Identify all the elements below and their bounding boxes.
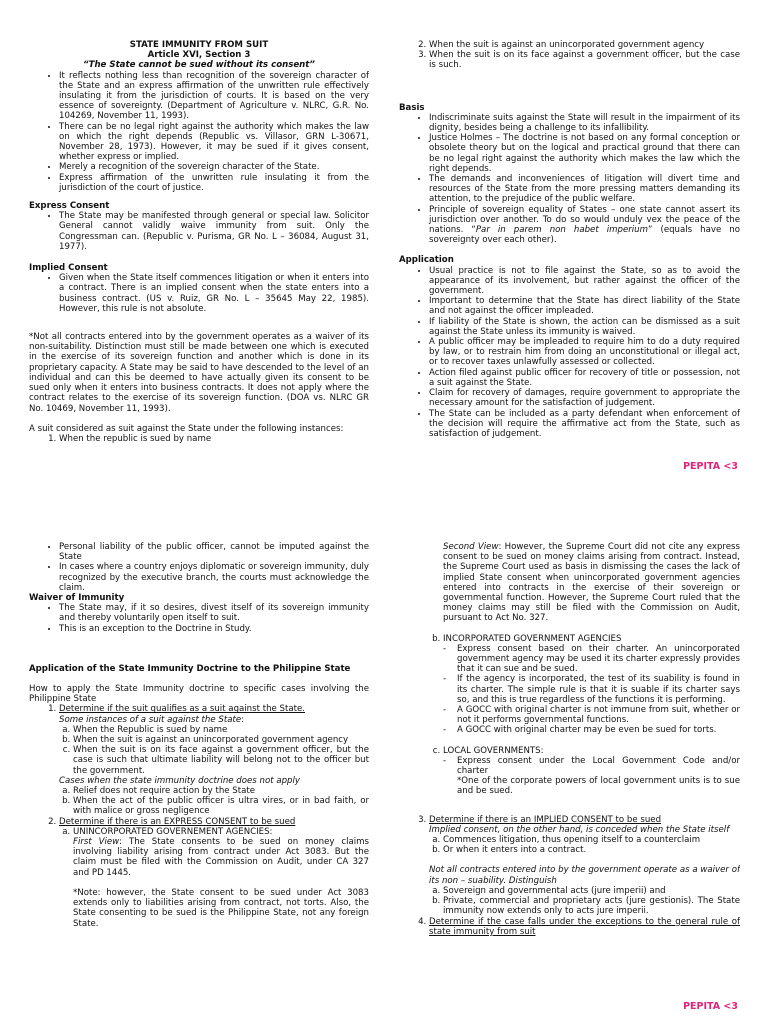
list-item: • If liability of the State is shown, the action can be dismissed as a suit against the State unless its immunity is waived. xyxy=(429,317,740,337)
list-item xyxy=(429,205,740,246)
list-item xyxy=(73,827,369,929)
list-item: a. When the Republic is sued by name xyxy=(73,725,369,735)
list-item: • Personal liability of the public officer, cannot be imputed against the State xyxy=(59,542,369,562)
list-item: • Express affirmation of the unwritten rule insulating it from the jurisdiction of the court of justice. xyxy=(59,173,369,193)
implied-consent-list xyxy=(429,835,740,855)
list-item: • A public officer may be impleaded to require him to do a duty required by law, or to restrain him from doing an unconstitutional or illegal act, or to recover taxes unlawfully assessed or collected. xyxy=(429,337,740,368)
application-list xyxy=(399,266,740,439)
suit-instances-list xyxy=(29,434,369,444)
express-consent-sublist xyxy=(59,827,369,929)
page-footer: PEPITA <3 xyxy=(683,1001,738,1012)
exceptions-list xyxy=(59,786,369,817)
suit-instances-intro: A suit considered as suit against the State under the following instances: xyxy=(29,423,344,434)
list-item: • The demands and inconveniences of litigation will divert time and resources of the State from the more pressing matters demanding its attention, to the prejudice of the public welfare. xyxy=(429,174,740,205)
list-item: • There can be no legal right against the authority which makes the law on which the right depends (Republic vs. Villasor, GRN L-30671, November 28, 1973). However, it may be sued if it gives consent, whether express or implied. xyxy=(59,122,369,163)
list-item: • It reflects nothing less than recognition of the sovereign character of the State and an express affirmation of the unwritten rule effectively insulating it from the jurisdiction of courts. It is based on the very essence of sovereignty. (Department of Agriculture v. NLRC, G.R. No. 104269, November 11, 1993). xyxy=(59,71,369,122)
step-title: Determine if there is an EXPRESS CONSENT to be sued xyxy=(59,816,296,827)
list-item: • Action filed against public officer for recovery of title or possession, not a suit against the State. xyxy=(429,368,740,388)
incorporated-list xyxy=(399,644,740,736)
list-item: - A GOCC with original charter is not immune from suit, whether or not it performs governmental functions. xyxy=(457,705,740,725)
implied-consent-list xyxy=(29,273,369,314)
list-item: • The State may, if it so desires, divest itself of its sovereign immunity and thereby voluntarily open itself to suit. xyxy=(59,603,369,623)
list-item: b. When the act of the public officer is ultra vires, or in bad faith, or with malice or gross negligence xyxy=(73,796,369,816)
list-item: c. When the suit is on its face against a government officer, but the case is such that ultimate liability will belong not to the officer but the government. xyxy=(73,745,369,776)
suit-instances-list-continued xyxy=(399,40,740,71)
basis-text: ” (equals have no sovereignty over each other). xyxy=(429,225,740,246)
list-item: • Merely a recognition of the sovereign character of the State. xyxy=(59,162,369,172)
article-reference: Article XVI, Section 3 xyxy=(147,50,251,61)
subsection-title: INCORPORATED GOVERNMENT AGENCIES xyxy=(443,633,622,644)
list-item: - A GOCC with original charter may be even be sued for torts. xyxy=(457,725,740,735)
step-title: Determine if there is an IMPLIED CONSENT to be sued xyxy=(429,814,662,825)
list-item: 3. When the suit is on its face against a government officer, but the case is such. xyxy=(429,50,740,70)
note-text: *Note: however, the State consent to be sued under Act 3083 extends only to liabilities arising from contract, not torts. Also, the State consenting to be sued is the Philippine State, not any foreign State. xyxy=(73,887,369,929)
express-consent-sublist-continued xyxy=(399,634,740,644)
contracts-note: *Not all contracts entered into by the government operates as a waiver of its non-suitability. Distinction must still be made between one which is executed in the exercise of its sovereign function and another which is done in its proprietary capacity. A State may be said to have descended to the level of an individual and can this be deemed to have actually given its consent to be sued only when it enters into business contracts. It does not apply where the contract relates to the exercise of its sovereign function. (DOA vs. NLRC GR No. 10469, November 11, 1993). xyxy=(29,332,369,414)
step-subtitle: Cases when the state immunity doctrine does not apply xyxy=(59,775,300,786)
list-item: b. Or when it enters into a contract. xyxy=(443,845,740,855)
list-item: • Usual practice is not to file against the State, so as to avoid the appearance of its involvement, but rather against the officer of the government. xyxy=(429,266,740,297)
list-item: • Claim for recovery of damages, require government to appropriate the necessary amount for the satisfaction of judgement. xyxy=(429,388,740,408)
list-item: • Given when the State itself commences litigation or when it enters into a contract. There is an implied consent when the state enters into a business contract. (US v. Ruiz, GR No. L – 35645 May 22, 1985). However, this rule is not absolute. xyxy=(59,273,369,314)
step-subtitle: Not all contracts entered into by the government operate as a waiver of its non – suability. Distinguish xyxy=(429,865,740,886)
liability-list xyxy=(29,542,369,593)
list-item: b. When the suit is against an unincorporated government agency xyxy=(73,735,369,745)
step-subtitle: Implied consent, on the other hand, is conceded when the State itself xyxy=(429,824,730,835)
basis-text: Principle of sovereign equality of States – one state cannot assert its jurisdiction over another. To do so would unduly vex the peace of the nations. “ xyxy=(429,204,740,236)
acts-list xyxy=(429,886,740,917)
subsection-title: UNINCORPORATED GOVERNEMENT AGENCIES: xyxy=(73,826,273,837)
list-item: b. Private, commercial and proprietary acts (jure gestionis). The State immunity now extends only to acts jure imperii. xyxy=(443,896,740,916)
step-subtitle-colon: : xyxy=(241,714,245,725)
list-item: • The State may be manifested through general or special law. Solicitor General cannot validly waive immunity from suit. Only the Congressman can. (Republic v. Purisma, GR No. L – 36084, August 31, 1977). xyxy=(59,211,369,252)
instances-list xyxy=(59,725,369,776)
step-subtitle: Some instances of a suit against the State xyxy=(59,714,242,725)
list-item: • Important to determine that the State has direct liability of the State and not against the officer impleaded. xyxy=(429,296,740,316)
second-view xyxy=(399,542,740,624)
list-item: a. Sovereign and governmental acts (jure imperii) and xyxy=(443,886,740,896)
page-1 xyxy=(0,0,768,508)
step-title: Determine if the suit qualifies as a suit against the State. xyxy=(59,704,306,715)
list-item xyxy=(457,756,740,797)
step-item xyxy=(429,815,740,917)
page-2-left-column xyxy=(29,542,369,929)
local-government-sublist xyxy=(399,746,740,756)
page-footer: PEPITA <3 xyxy=(683,461,738,472)
subsection-title: LOCAL GOVERNMENTS: xyxy=(443,745,544,756)
list-item: • Justice Holmes – The doctrine is not based on any formal conception or obsolete theory but on the logical and practical ground that there can be no legal right against the authority which makes the law which the right depends. xyxy=(429,133,740,174)
document-subtitle: “The State cannot be sued without its consent” xyxy=(83,60,315,71)
waiver-heading: Waiver of Immunity xyxy=(29,593,125,604)
list-item: 1. When the republic is sued by name xyxy=(59,434,369,444)
page-1-right-column xyxy=(399,40,740,439)
basis-heading: Basis xyxy=(399,102,425,113)
latin-maxim: Par in parem non habet imperium xyxy=(475,225,648,236)
implied-consent-heading: Implied Consent xyxy=(29,263,108,274)
view-text: : However, the Supreme Court did not cite any express consent to be sued on money claims arising from contract. Instead, the Supreme Court used as basis in dismissing the cases the lack of implied State consent when unincorporated government agencies entered into contracts in the exercise of their sovereign or governmental function. However, the Supreme Court ruled that the money claims may still be filed with the Commission on Audit, pursuant to Act No. 327. xyxy=(443,542,740,624)
step-item xyxy=(59,817,369,929)
list-item xyxy=(443,746,740,756)
waiver-list xyxy=(29,603,369,634)
step-item xyxy=(59,704,369,816)
view-text: : The State consents to be sued on money claims involving liability arising from contract under Act 3083. But the claim must be filed with the Commission on Audit, under CA 327 and PD 1445. xyxy=(73,837,369,878)
express-consent-heading: Express Consent xyxy=(29,201,110,212)
application-heading: Application xyxy=(399,255,454,266)
list-item: • The State can be included as a party defendant when enforcement of the decision will require the affirmative act from the State, such as satisfaction of judgement. xyxy=(429,409,740,440)
intro-list xyxy=(29,71,369,193)
list-item: • Indiscriminate suits against the State will result in the impairment of its dignity, besides being a challenge to its infallibility. xyxy=(429,113,740,133)
list-item: • In cases where a country enjoys diplomatic or sovereign immunity, duly recognized by the executive branch, the courts must acknowledge the claim. xyxy=(59,562,369,593)
view-label: Second View xyxy=(443,542,499,552)
list-item: 2. When the suit is against an unincorporated government agency xyxy=(429,40,740,50)
page-2 xyxy=(0,516,768,1024)
express-consent-list xyxy=(29,211,369,252)
how-to-apply: How to apply the State Immunity doctrine to specific cases involving the Philippine State xyxy=(29,684,369,705)
step-title: Determine if the case falls under the exceptions to the general rule of state immunity from suit xyxy=(429,916,740,937)
list-item: - If the agency is incorporated, the test of its suability is found in its charter. The simple rule is that it is suable if its charter says so, and this is true regardless of the functions it is performing. xyxy=(457,674,740,705)
view-label: First View xyxy=(73,837,120,848)
list-item-text: Express consent under the Local Government Code and/or charter xyxy=(457,755,740,777)
list-item: a. Commences litigation, thus opening itself to a counterclaim xyxy=(443,835,740,845)
list-item: a. Relief does not require action by the State xyxy=(73,786,369,796)
list-item: - Express consent based on their charter. An unincorporated government agency may be used it its charter expressly provides that it can sue and be sued. xyxy=(457,644,740,675)
local-government-note: *One of the corporate powers of local government units is to sue and be sued. xyxy=(457,776,740,797)
page-2-right-column xyxy=(399,542,740,937)
list-item xyxy=(443,634,740,644)
list-item: • This is an exception to the Doctrine in Study. xyxy=(59,624,369,634)
page-1-left-column xyxy=(29,40,369,444)
application-doctrine-heading: Application of the State Immunity Doctrine to the Philippine State xyxy=(29,663,351,674)
steps-list-continued xyxy=(399,815,740,937)
step-item xyxy=(429,917,740,937)
document-title: STATE IMMUNITY FROM SUIT xyxy=(129,40,269,50)
local-government-list xyxy=(399,756,740,797)
steps-list xyxy=(29,704,369,928)
basis-list xyxy=(399,113,740,246)
